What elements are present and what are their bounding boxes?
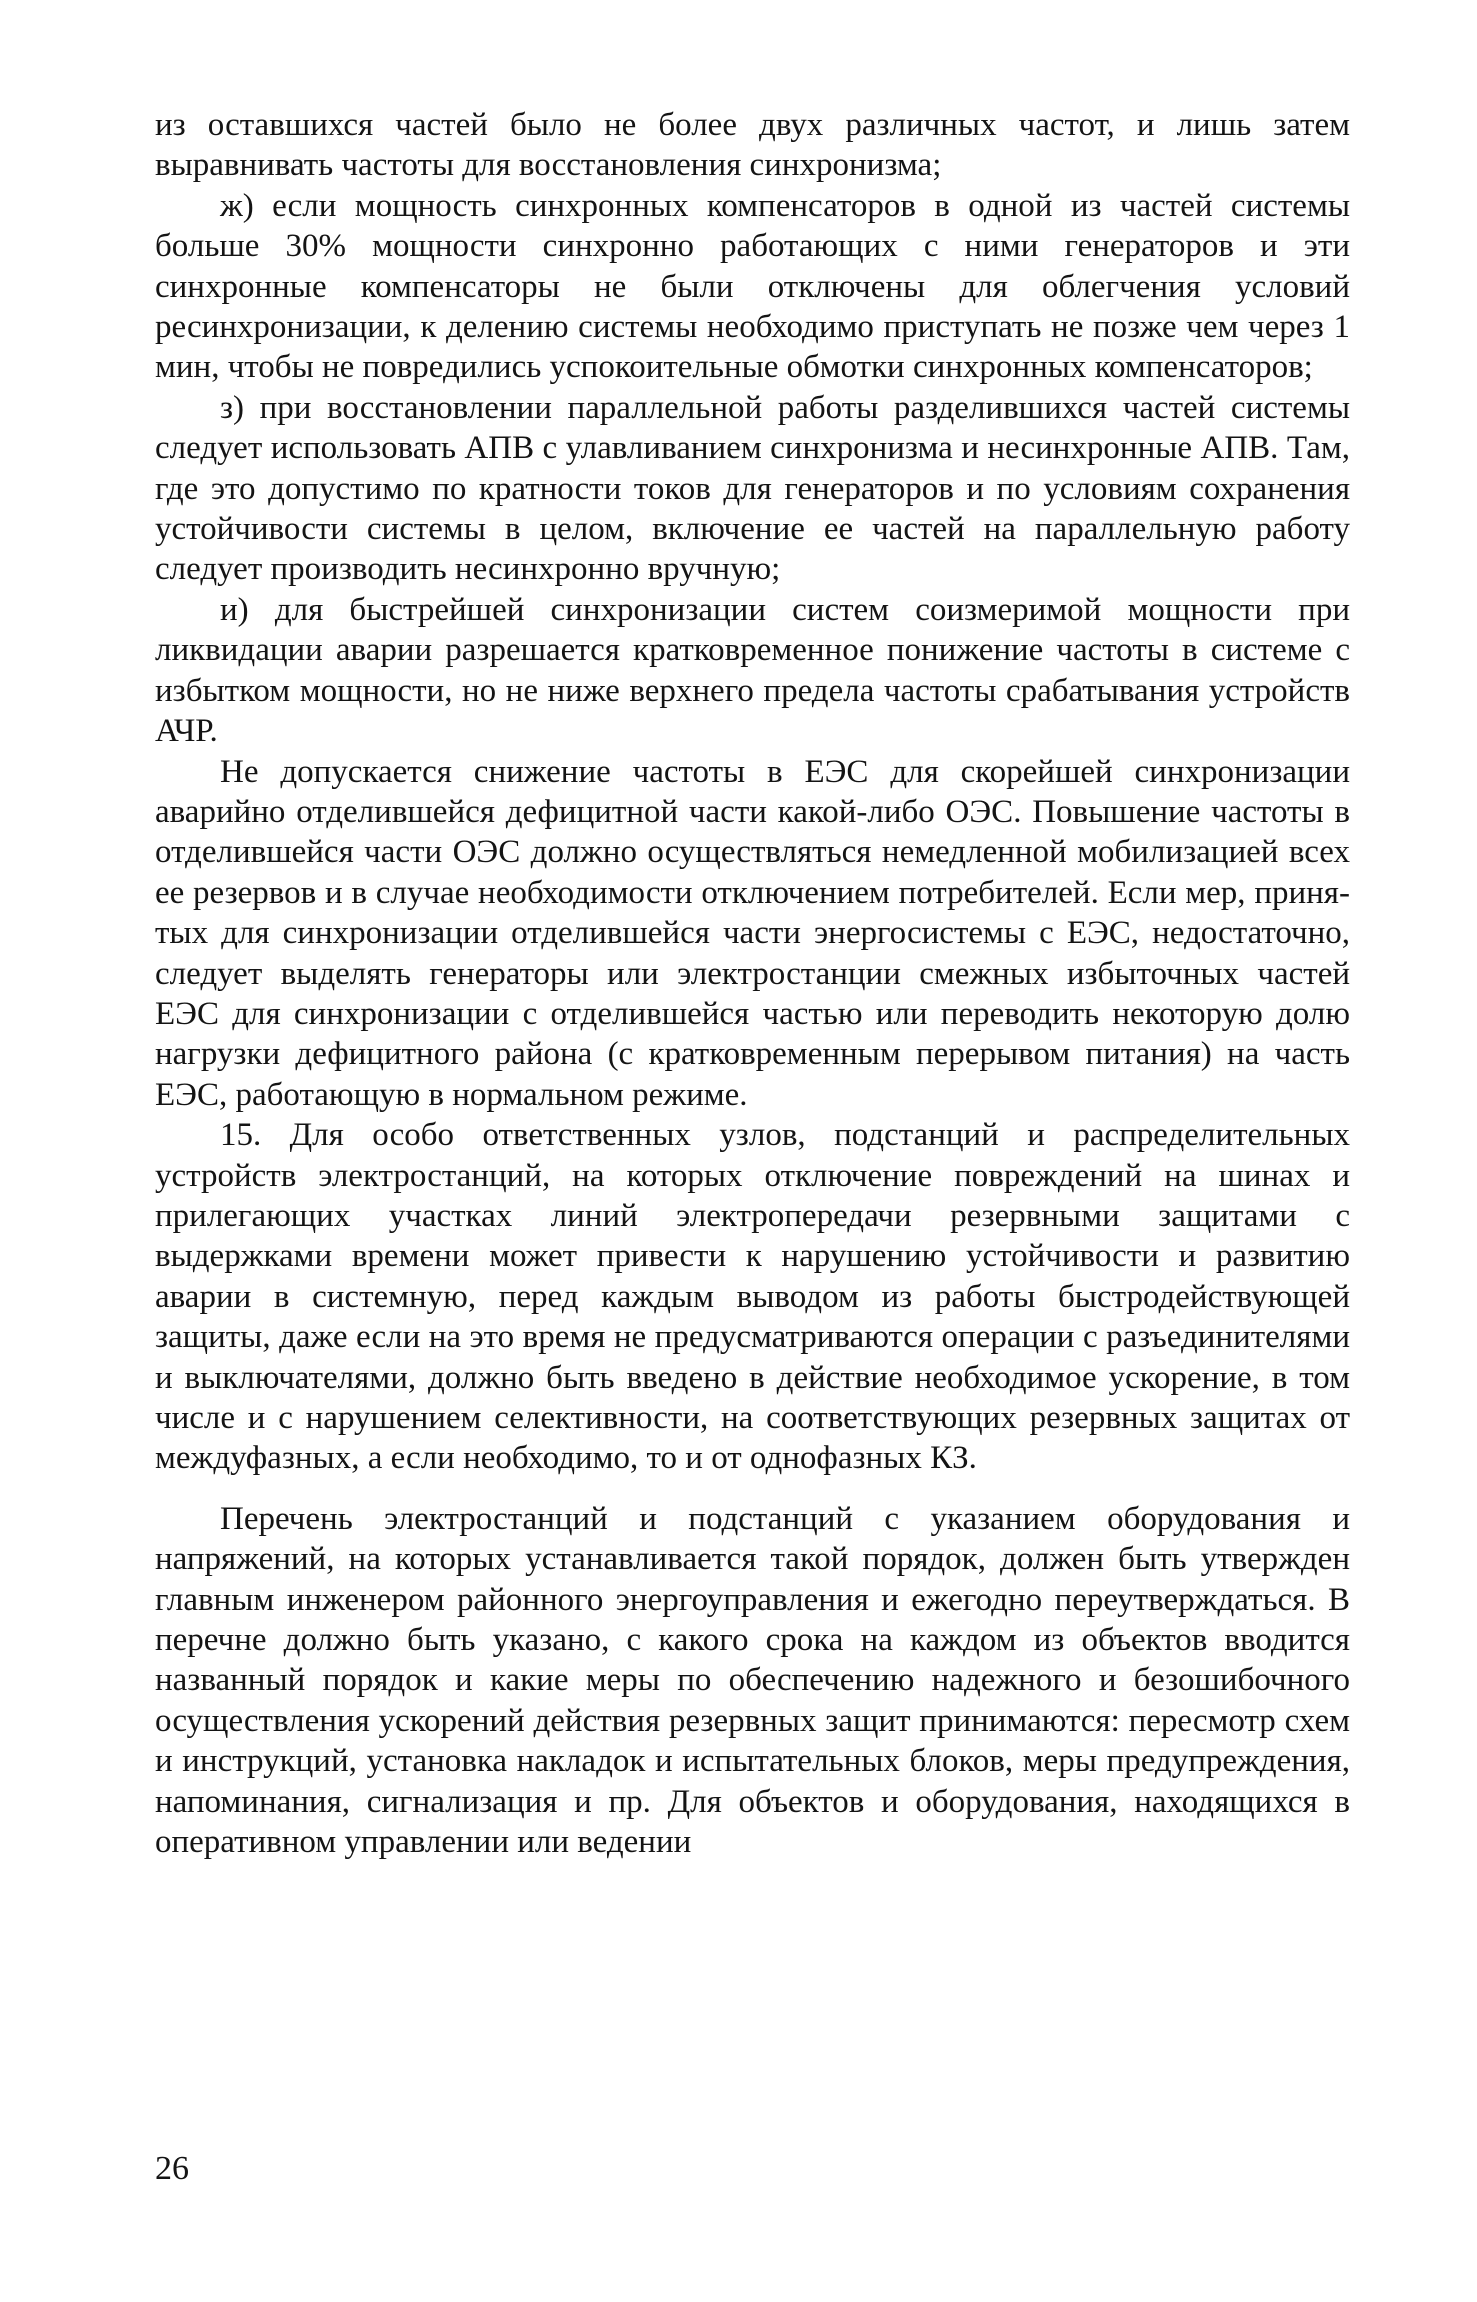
paragraph-list-of-stations: Перечень электростанций и подстанций с указанием оборудования и напряжений, на которых устанавливается такой порядок, должен быть утвержден главным инженером районного энергоуправления и ежегодно переутверждаться. В перечне должно быть указано, с какого срока на каждом из объектов вводится названный порядок и какие меры по обеспечению надежного и безошибочного осуществления ускорений действия резервных защит принимаются: пересмотр схем и инструкций, установка накладок и испытательных блоков, меры предупреждения, напоминания, сигнализация и пр. Для объектов и оборудования, находящихся в оперативном управлении или ведении	[155, 1500, 1350, 1861]
paragraph-frequency: Не допускается снижение частоты в ЕЭС для скорейшей синхронизации аварийно отделившейся дефицитной части какой-либо ОЭС. Повышение частоты в отделившейся части ОЭС должно осуществляться немедленной мобилизацией всех ее резервов и в случае необходимости отключением потребителей. Если мер, принятых для синхронизации отделившейся части энергосистемы с ЕЭС, недостаточно, следует выделять генераторы или электростанции смежных избыточных частей ЕЭС для синхронизации с отделившейся частью или переводить некоторую долю нагрузки дефицитного района (с кратковременным перерывом питания) на часть ЕЭС, работающую в нормальном режиме.	[155, 753, 1350, 1113]
paragraph-item-i: и) для быстрейшей синхронизации систем соизмеримой мощности при ликвидации аварии разрешается кратковременное понижение частоты в системе с избытком мощности, но не ниже верхнего предела частоты срабатывания устройств АЧР.	[155, 591, 1350, 750]
paragraph-continuation: из оставшихся частей было не более двух различных частот, и лишь затем выравнивать частоты для восстановления синхронизма;	[155, 107, 1350, 184]
paragraph-item-zh: ж) если мощность синхронных компенсаторов в одной из частей системы больше 30% мощности синхронно работающих с ними генераторов и эти синхронные компенсаторы не были отключены для облегчения условий ресинхронизации, к делению системы необходимо приступать не позже чем через 1 мин, чтобы не повредились успокоительные обмотки синхронных компенсаторов;	[155, 187, 1350, 386]
paragraph-item-z: з) при восстановлении параллельной работы разделившихся частей системы следует использовать АПВ с улавливанием синхронизма и несинхронные АПВ. Там, где это допустимо по кратности токов для генераторов и по условиям сохранения устойчивости системы в целом, включение ее частей на параллельную работу следует производить несинхронно вручную;	[155, 389, 1350, 588]
paragraph-section-15: 15. Для особо ответственных узлов, подстанций и распределительных устройств электростанций, на которых отключение повреждений на шинах и прилегающих участках линий электропередачи резервными защитами с выдержками времени может привести к нарушению устойчивости и развитию аварии в системную, перед каждым выводом из работы быстродействующей защиты, даже если на это время не предусматриваются операции с разъединителями и выключателями, должно быть введено в действие необходимое ускорение, в том числе и с нарушением селективности, на соответствующих резервных защитах от междуфазных, а если необходимо, то и от однофазных КЗ.	[155, 1117, 1350, 1477]
page-body	[155, 105, 1350, 1862]
page-number: 26	[155, 2150, 189, 2187]
